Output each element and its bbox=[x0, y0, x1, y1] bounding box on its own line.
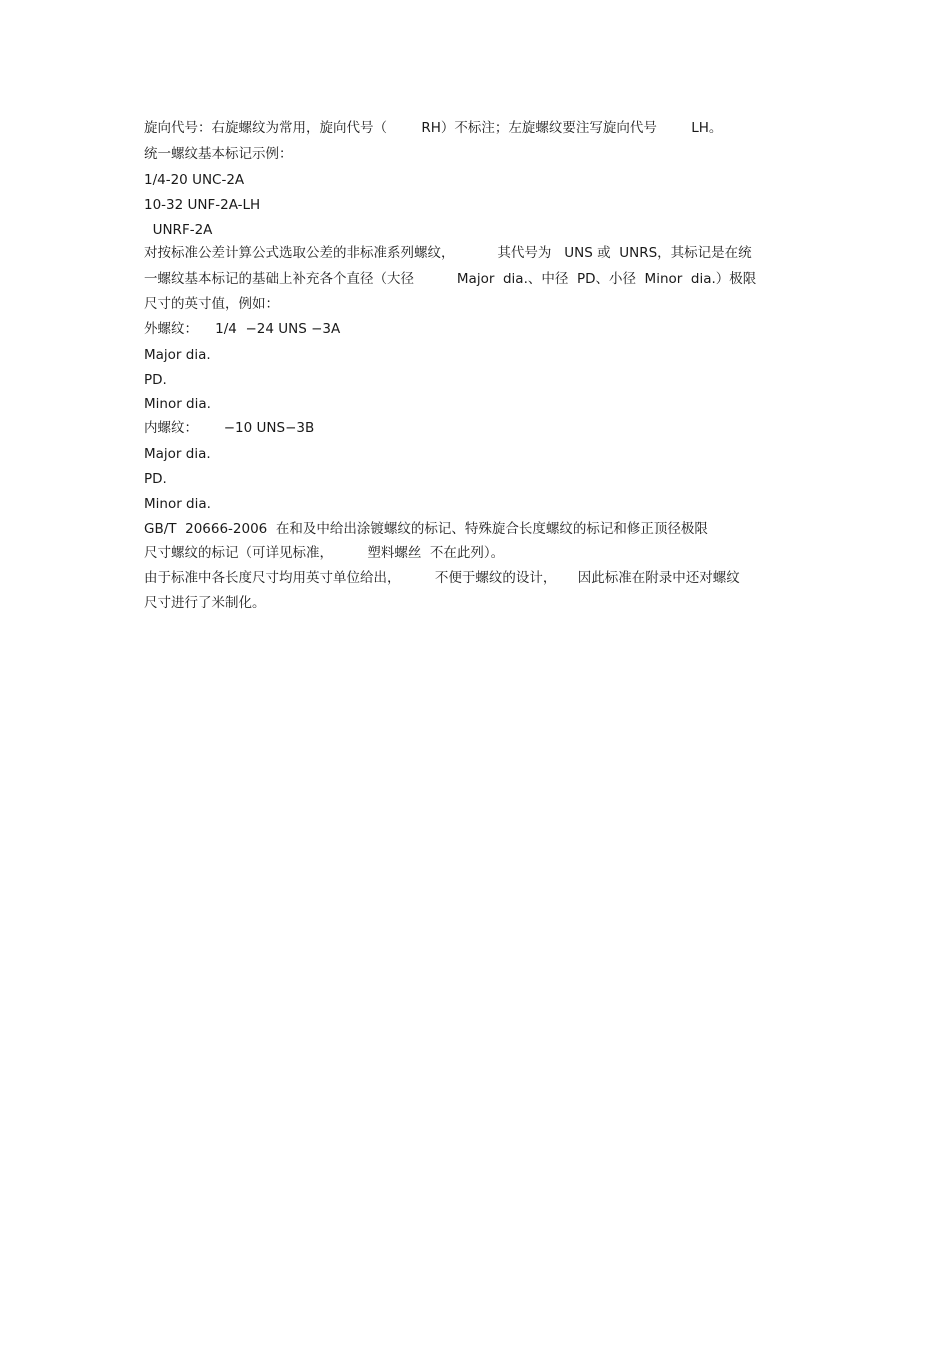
text-line-pd-2: PD. bbox=[144, 471, 167, 487]
text-line-example-unc: 1/4-20 UNC-2A bbox=[144, 172, 245, 188]
text-line-metric-1: 由于标准中各长度尺寸均用英寸单位给出， 不便于螺纹的设计， 因此标准在附录中还对螺纹 bbox=[144, 570, 740, 586]
text-line-minor-dia: Minor dia. bbox=[144, 396, 211, 412]
text-line-major-dia-2: Major dia. bbox=[144, 446, 211, 462]
text-line-internal-thread: 内螺纹： −10 UNS−3B bbox=[144, 420, 315, 436]
text-line-nonstandard-1: 对按标准公差计算公式选取公差的非标准系列螺纹， 其代号为 UNS 或 UNRS，其标记是在统 bbox=[144, 245, 752, 261]
text-line-gbt-1: GB/T 20666-2006 在和及中给出涂镀螺纹的标记、特殊旋合长度螺纹的标记和修正顶径极限 bbox=[144, 521, 708, 537]
text-line-example-unrf: UNRF-2A bbox=[144, 222, 213, 238]
text-line-metric-2: 尺寸进行了米制化。 bbox=[144, 595, 266, 611]
text-line-pd: PD. bbox=[144, 372, 167, 388]
text-line-major-dia: Major dia. bbox=[144, 347, 211, 363]
text-line-nonstandard-2: 一螺纹基本标记的基础上补充各个直径（大径 Major dia.、中径 PD、小径 Minor dia.）极限 bbox=[144, 271, 757, 287]
text-line-example-unf: 10-32 UNF-2A-LH bbox=[144, 197, 261, 213]
text-line-minor-dia-2: Minor dia. bbox=[144, 496, 211, 512]
text-line-thread-direction: 旋向代号：右旋螺纹为常用，旋向代号（ RH）不标注；左旋螺纹要注写旋向代号 LH。 bbox=[144, 120, 723, 136]
text-line-nonstandard-3: 尺寸的英寸值，例如： bbox=[144, 296, 279, 312]
text-line-external-thread: 外螺纹： 1/4 −24 UNS −3A bbox=[144, 321, 341, 337]
text-line-gbt-2: 尺寸螺纹的标记（可详见标准， 塑料螺丝 不在此列）。 bbox=[144, 545, 505, 561]
text-line-example-heading: 统一螺纹基本标记示例： bbox=[144, 146, 293, 162]
